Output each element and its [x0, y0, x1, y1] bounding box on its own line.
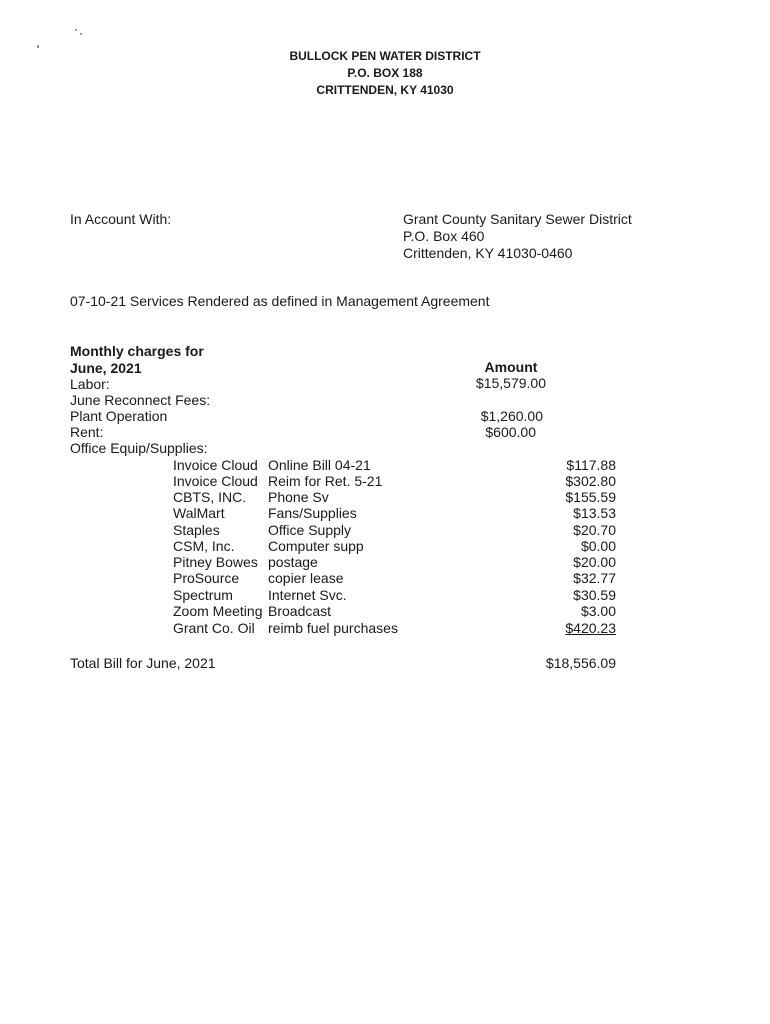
item-vendor: Pitney Bowes: [173, 554, 258, 570]
charges-heading: Monthly charges for: [70, 343, 204, 359]
item-description: reimb fuel purchases: [268, 620, 398, 636]
item-amount: $30.59: [573, 587, 616, 603]
item-description: Broadcast: [268, 603, 332, 619]
item-description: Reim for Ret. 5-21: [268, 473, 383, 489]
item-description: copier lease: [268, 570, 344, 586]
item-vendor: ProSource: [173, 570, 240, 586]
item-amount: $302.80: [565, 473, 616, 489]
item-vendor: Invoice Cloud: [173, 473, 258, 489]
amount-header: Amount: [484, 359, 538, 375]
item-amount: $117.88: [566, 457, 616, 473]
line-item: [0, 522, 770, 539]
services-line: 07-10-21 Services Rendered as defined in Management Agreement: [70, 293, 490, 309]
line-item: [0, 538, 770, 555]
letterhead-name: BULLOCK PEN WATER DISTRICT: [289, 49, 481, 63]
item-description: Phone Sv: [268, 489, 329, 505]
letterhead: [0, 48, 770, 99]
labor-amount: $15,579.00: [475, 375, 546, 391]
line-item: [0, 489, 770, 506]
scan-speck: [80, 33, 82, 35]
item-description: Office Supply: [268, 522, 352, 538]
line-item: [0, 603, 770, 620]
item-vendor: Grant Co. Oil: [173, 620, 255, 636]
total-label: Total Bill for June, 2021: [70, 655, 216, 671]
item-amount: $20.70: [573, 522, 616, 538]
total-amount: $18,556.09: [545, 655, 616, 671]
item-description: Fans/Supplies: [268, 505, 357, 521]
rent-amount: $600.00: [485, 424, 536, 440]
line-item: [0, 570, 770, 587]
item-vendor: Spectrum: [173, 587, 233, 603]
item-vendor: CSM, Inc.: [173, 538, 235, 554]
plant-amount: $1,260.00: [480, 408, 543, 424]
account-label: In Account With:: [70, 211, 172, 227]
labor-label: Labor:: [70, 376, 110, 392]
item-vendor: CBTS, INC.: [173, 489, 247, 505]
account-box: P.O. Box 460: [403, 228, 485, 244]
account-address: [403, 211, 632, 262]
line-item: [0, 620, 770, 637]
item-amount: $3.00: [580, 603, 616, 619]
reconnect-label: June Reconnect Fees:: [70, 392, 211, 408]
item-amount: $420.23: [565, 620, 616, 636]
item-vendor: Zoom Meeting: [173, 603, 263, 619]
scan-speck: [75, 29, 77, 31]
item-amount: $155.59: [565, 489, 616, 505]
item-amount: $13.53: [573, 505, 616, 521]
rent-label: Rent:: [70, 424, 104, 440]
item-description: Computer supp: [268, 538, 364, 554]
account-city: Crittenden, KY 41030-0460: [403, 245, 573, 261]
line-item: [0, 505, 770, 522]
charges-month: June, 2021: [70, 360, 142, 376]
item-amount: $20.00: [573, 554, 616, 570]
item-description: Online Bill 04-21: [268, 457, 371, 473]
plant-label: Plant Operation: [70, 408, 168, 424]
account-name: Grant County Sanitary Sewer District: [403, 211, 632, 227]
line-item: [0, 457, 770, 474]
item-vendor: Staples: [173, 522, 220, 538]
line-item: [0, 554, 770, 571]
office-label: Office Equip/Supplies:: [70, 440, 208, 456]
item-vendor: Invoice Cloud: [173, 457, 258, 473]
letterhead-box: P.O. BOX 188: [347, 66, 423, 80]
line-item: [0, 587, 770, 604]
line-item: [0, 473, 770, 490]
item-amount: $0.00: [580, 538, 616, 554]
item-vendor: WalMart: [173, 505, 225, 521]
letterhead-city: CRITTENDEN, KY 41030: [316, 83, 454, 97]
item-amount: $32.77: [573, 570, 616, 586]
item-description: Internet Svc.: [268, 587, 347, 603]
item-description: postage: [268, 554, 318, 570]
